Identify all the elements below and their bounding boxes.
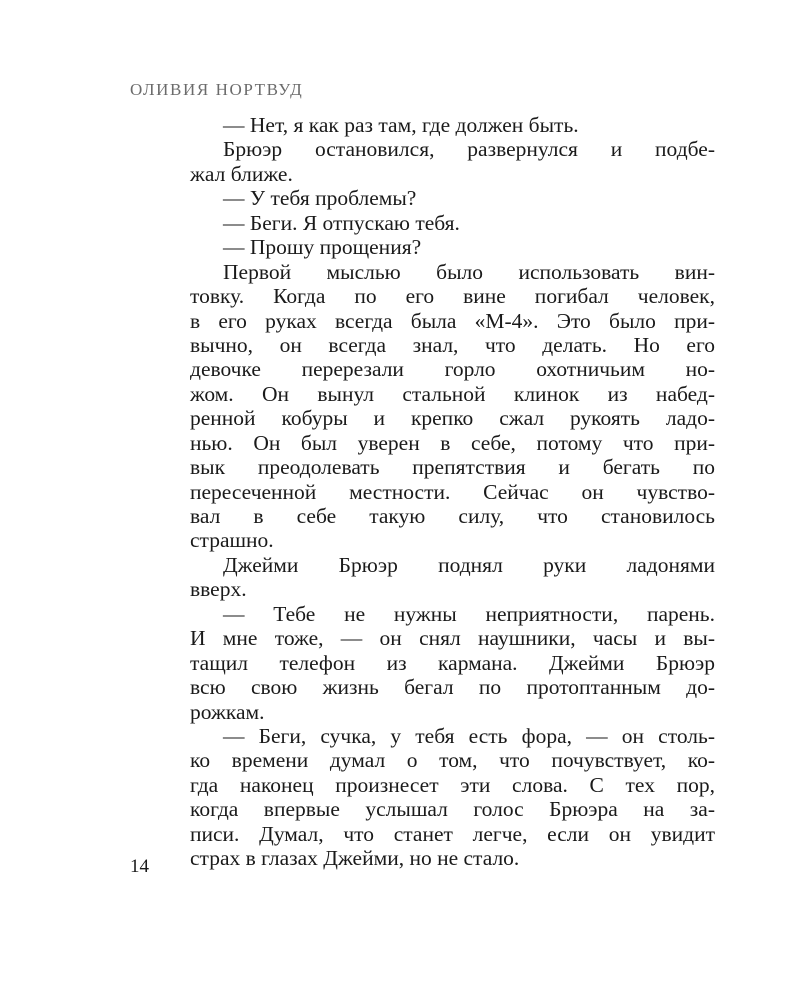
text-line: всю свою жизнь бегал по протоптанным до- [190, 675, 715, 700]
text-line: — Нет, я как раз там, где должен быть. [223, 113, 579, 137]
text-line: — У тебя проблемы? [223, 186, 417, 211]
text-line: рожкам. [190, 699, 265, 724]
body-text [190, 113, 715, 871]
text-line: гда наконец произнесет эти слова. С тех пор, [190, 772, 715, 797]
text-line: тащил телефон из кармана. Джейми Брюэр [190, 650, 715, 675]
text-line: — Тебе не нужны неприятности, парень. [223, 601, 715, 626]
text-line: — Беги, сучка, у тебя есть фора, — он столь- [223, 723, 715, 748]
text-line: — Беги. Я отпускаю тебя. [223, 210, 460, 235]
text-line: вычно, он всегда знал, что делать. Но его [190, 332, 715, 357]
text-line: пересеченной местности. Сейчас он чувство- [190, 479, 715, 504]
text-line: товку. Когда по его вине погибал человек, [190, 284, 715, 309]
text-line: страх в глазах Джейми, но не стало. [190, 846, 520, 871]
text-line: ко времени думал о том, что почувствует, ко- [190, 748, 715, 773]
text-line: вал в себе такую силу, что становилось [190, 504, 715, 528]
text-line: вык преодолевать препятствия и бегать по [190, 455, 715, 480]
text-line: И мне тоже, — он снял наушники, часы и вы- [190, 626, 715, 651]
text-line: — Прошу прощения? [223, 235, 422, 260]
text-line: Брюэр остановился, развернулся и подбе- [223, 137, 715, 162]
text-line: девочке перерезали горло охотничьим но- [190, 357, 715, 382]
text-line: в его руках всегда была «М-4». Это было при- [190, 308, 715, 333]
text-line: Первой мыслью было использовать вин- [223, 259, 715, 284]
text-line: нью. Он был уверен в себе, потому что при- [190, 430, 715, 455]
text-line: страшно. [190, 528, 274, 553]
text-line: ренной кобуры и крепко сжал рукоять ладо- [190, 406, 715, 431]
page-number: 14 [130, 856, 149, 877]
text-line: вверх. [190, 577, 247, 602]
text-line: жал ближе. [190, 161, 293, 186]
text-line: когда впервые услышал голос Брюэра на за- [190, 797, 715, 822]
text-line: жом. Он вынул стальной клинок из набед- [190, 381, 715, 406]
text-line: Джейми Брюэр поднял руки ладонями [223, 552, 715, 577]
running-head: ОЛИВИЯ НОРТВУД [130, 80, 304, 99]
text-line: писи. Думал, что станет легче, если он увидит [190, 821, 715, 846]
